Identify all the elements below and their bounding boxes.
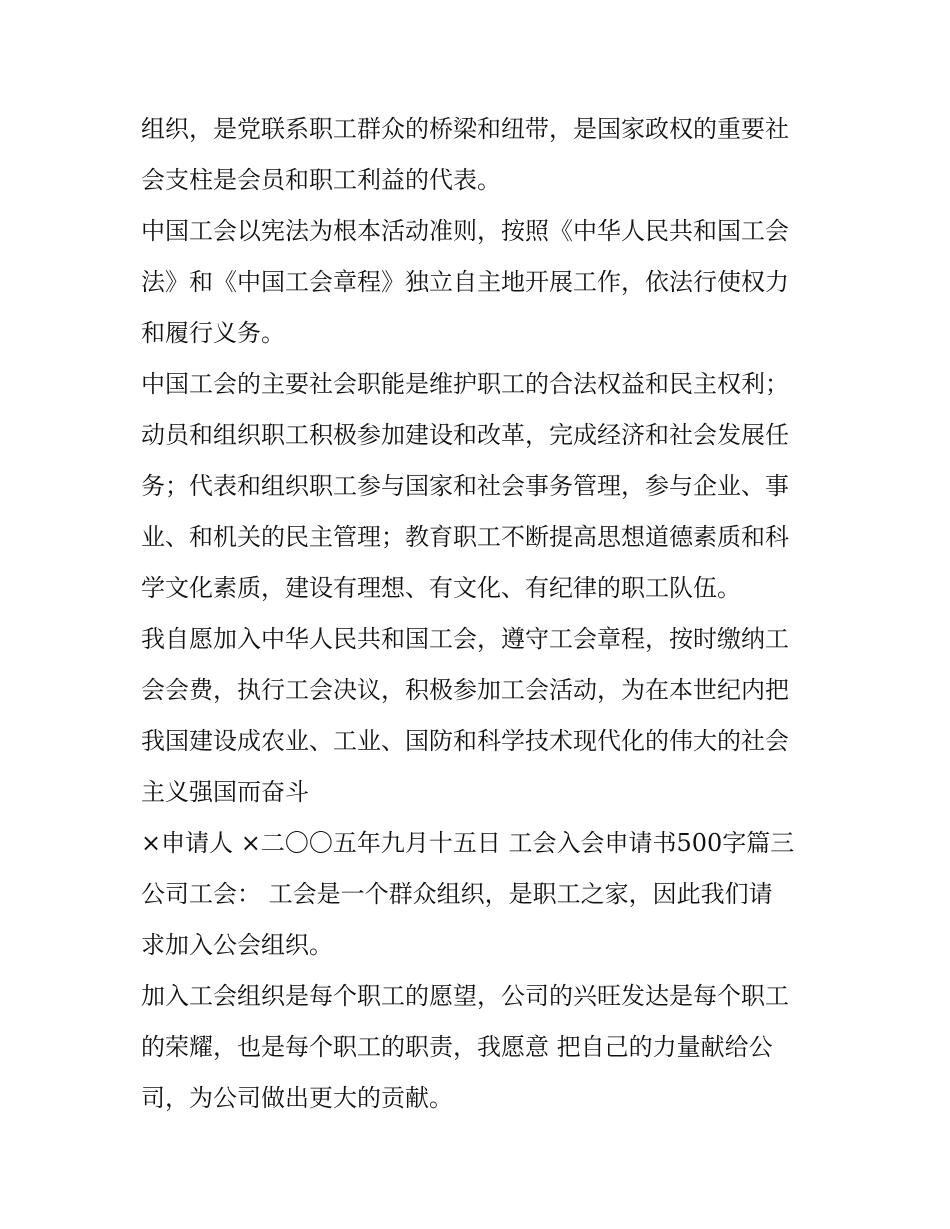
paragraph-2 [141,206,813,359]
text-line: 学文化素质，建设有理想、有文化、有纪律的职工队伍。 [141,574,741,602]
paragraph-5 [141,818,813,971]
text-line: 司，为公司做出更大的贡献。 [141,1084,453,1112]
text-line: 我国建设成农业、工业、国防和科学技术现代化的伟大的社会 [141,727,789,755]
text-line: ×申请人 ×二〇〇五年九月十五日 工会入会申请书500字篇三 [141,829,795,857]
text-line: 会支柱是会员和职工利益的代表。 [141,166,501,194]
text-line: 中国工会以宪法为根本活动准则，按照《中华人民共和国工会 [141,217,789,245]
paragraph-3 [141,359,813,614]
document-body [141,104,813,1124]
text-line: 务；代表和组织职工参与国家和社会事务管理，参与企业、事 [141,472,789,500]
paragraph-6 [141,971,813,1124]
paragraph-1 [141,104,813,206]
text-line: 主义强国而奋斗 [141,778,309,806]
paragraph-4 [141,614,813,818]
text-line: 求加入公会组织。 [141,931,333,959]
text-line: 法》和《中国工会章程》独立自主地开展工作，依法行使权力 [141,268,789,296]
text-line: 组织，是党联系职工群众的桥梁和纽带，是国家政权的重要社 [141,115,789,143]
text-line: 公司工会： 工会是一个群众组织，是职工之家，因此我们请 [141,880,773,908]
text-line: 的荣耀，也是每个职工的职责，我愿意 把自己的力量献给公 [141,1033,773,1061]
text-line: 业、和机关的民主管理；教育职工不断提高思想道德素质和科 [141,523,789,551]
text-line: 中国工会的主要社会职能是维护职工的合法权益和民主权利； [141,370,789,398]
text-line: 加入工会组织是每个职工的愿望，公司的兴旺发达是每个职工 [141,982,789,1010]
text-line: 我自愿加入中华人民共和国工会，遵守工会章程，按时缴纳工 [141,625,789,653]
text-line: 会会费，执行工会决议，积极参加工会活动，为在本世纪内把 [141,676,789,704]
text-line: 动员和组织职工积极参加建设和改革，完成经济和社会发展任 [141,421,789,449]
text-line: 和履行义务。 [141,319,285,347]
